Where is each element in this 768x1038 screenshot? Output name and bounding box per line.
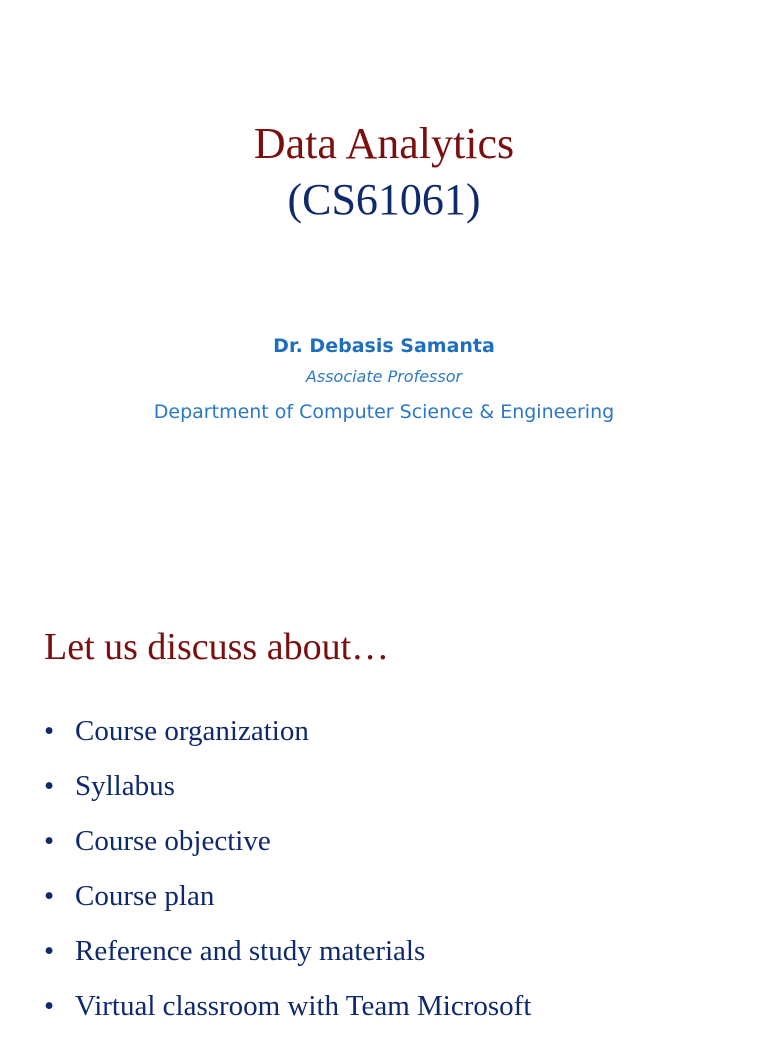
- agenda-slide: [0, 590, 768, 1024]
- bullet-icon: •: [44, 990, 55, 1022]
- author-department: Department of Computer Science & Engineering: [153, 401, 615, 423]
- bullet-icon: •: [44, 935, 55, 967]
- bullet-icon: •: [44, 880, 55, 912]
- list-item-text: Course plan: [75, 880, 215, 912]
- bullet-icon: •: [44, 715, 55, 747]
- course-code: (CS61061): [287, 175, 481, 224]
- bullet-icon: •: [44, 825, 55, 857]
- course-title: Data Analytics: [253, 119, 515, 168]
- list-item-text: Reference and study materials: [75, 935, 426, 967]
- list-item-text: Syllabus: [75, 770, 175, 802]
- author-role: Associate Professor: [305, 367, 463, 386]
- list-item-text: Course objective: [75, 825, 271, 857]
- list-item-text: Course organization: [75, 715, 309, 747]
- agenda-heading: Let us discuss about…: [44, 626, 390, 668]
- author-name: Dr. Debasis Samanta: [273, 335, 495, 357]
- bullet-icon: •: [44, 770, 55, 802]
- list-item-text: Virtual classroom with Team Microsoft: [75, 990, 532, 1022]
